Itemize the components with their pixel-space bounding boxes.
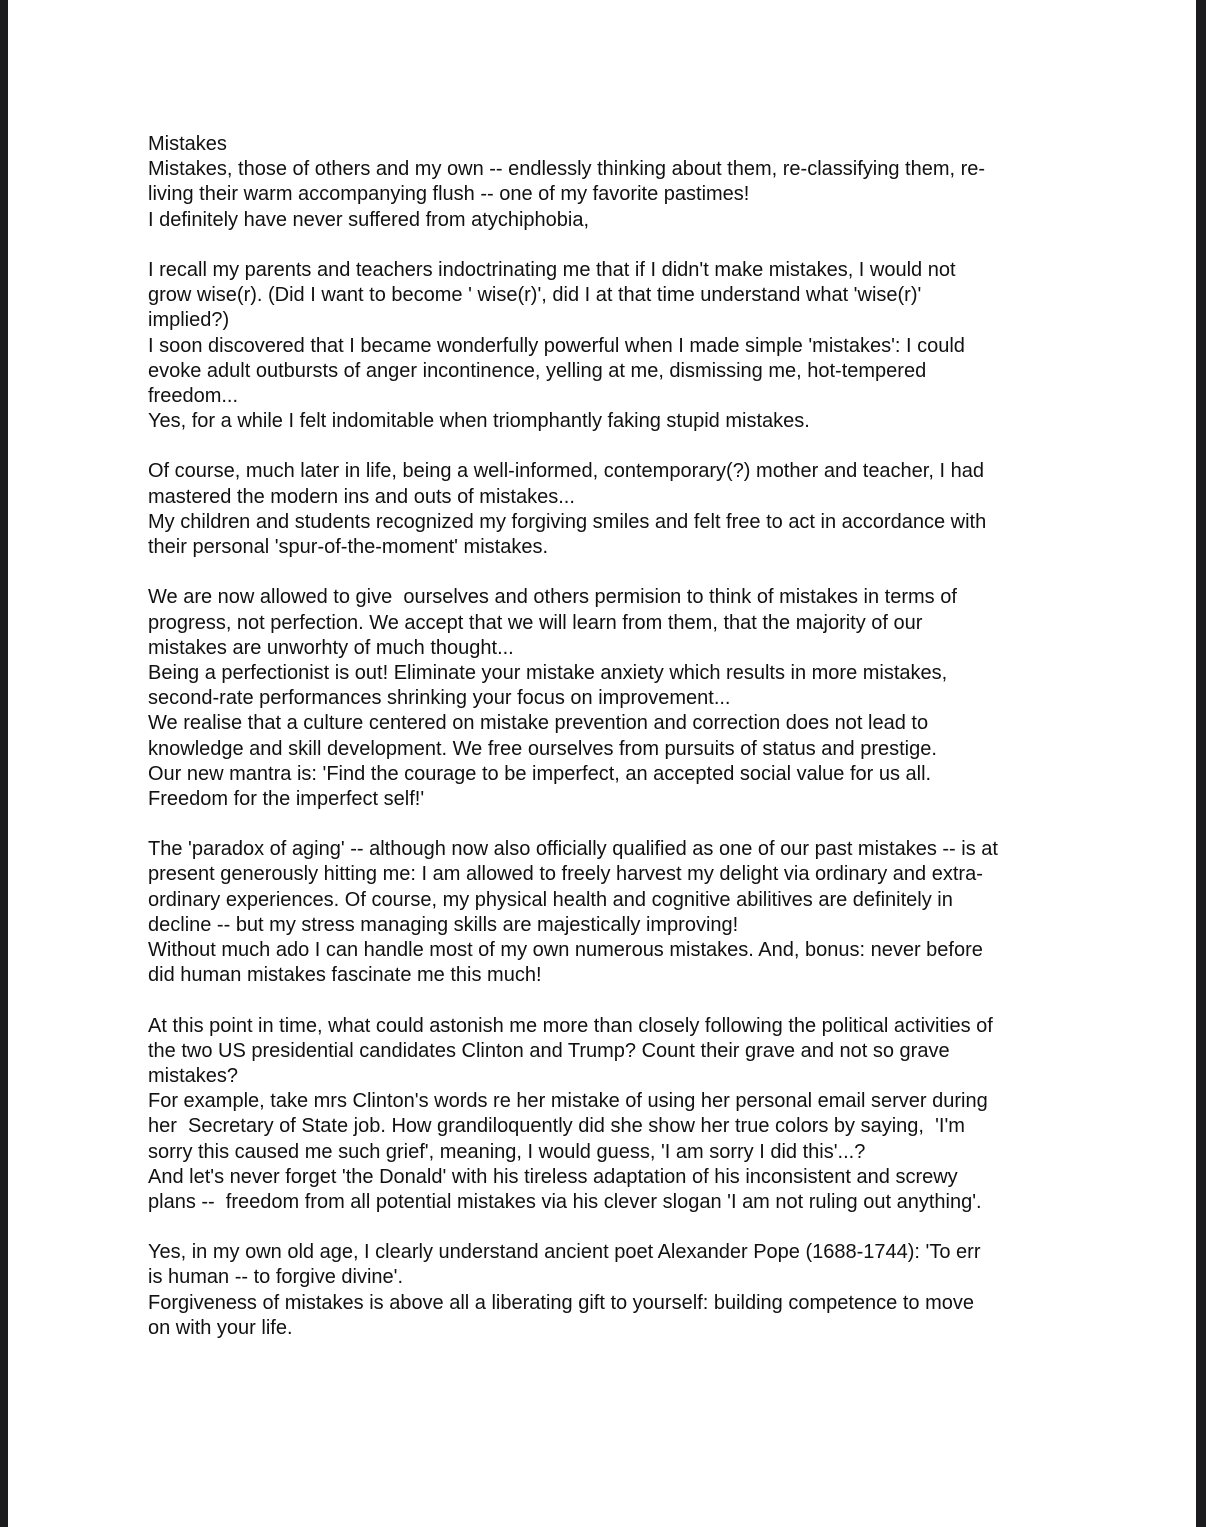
- blank-line: [148, 812, 998, 837]
- blank-line: [148, 233, 998, 258]
- text-line: Freedom for the imperfect self!': [148, 787, 425, 810]
- text-line: My children and students recognized my forgiving smiles and felt free to act in accordance with: [148, 510, 987, 533]
- text-line: Of course, much later in life, being a well-informed, contemporary(?) mother and teacher, I had: [148, 460, 984, 483]
- text-line: knowledge and skill development. We free ourselves from pursuits of status and prestige.: [148, 737, 937, 760]
- text-line: progress, not perfection. We accept that we will learn from them, that the majority of our: [148, 611, 923, 634]
- text-line: plans -- freedom from all potential mistakes via his clever slogan 'I am not ruling out anything'.: [148, 1190, 982, 1213]
- text-line: freedom...: [148, 384, 239, 407]
- text-line: did human mistakes fascinate me this much!: [148, 964, 542, 987]
- text-line: mistakes?: [148, 1064, 239, 1087]
- text-line: second-rate performances shrinking your focus on improvement...: [148, 687, 731, 710]
- text-line: Forgiveness of mistakes is above all a liberating gift to yourself: building competence to move: [148, 1291, 974, 1314]
- text-line: sorry this caused me such grief', meaning, I would guess, 'I am sorry I did this'...?: [148, 1140, 866, 1163]
- text-line: Without much ado I can handle most of my own numerous mistakes. And, bonus: never before: [148, 939, 983, 961]
- blank-line: [148, 988, 998, 1013]
- blank-line: [148, 1215, 998, 1240]
- text-line: mastered the modern ins and outs of mistakes...: [148, 485, 575, 508]
- blank-line: [148, 434, 998, 459]
- text-line: decline -- but my stress managing skills are majestically improving!: [148, 913, 739, 936]
- text-line: For example, take mrs Clinton's words re her mistake of using her personal email server during: [148, 1090, 988, 1113]
- text-line: We realise that a culture centered on mistake prevention and correction does not lead to: [148, 712, 929, 735]
- text-line: We are now allowed to give ourselves and others permision to think of mistakes in terms of: [148, 586, 957, 609]
- document-title: Mistakes: [148, 133, 227, 155]
- text-line: grow wise(r). (Did I want to become ' wise(r)', did I at that time understand what 'wise(r)': [148, 284, 922, 307]
- text-line: Yes, for a while I felt indomitable when triomphantly faking stupid mistakes.: [148, 410, 810, 433]
- text-line: their personal 'spur-of-the-moment' mistakes.: [148, 536, 549, 558]
- text-line: present generously hitting me: I am allowed to freely harvest my delight via ordinary and extra-: [148, 863, 983, 886]
- text-line: ordinary experiences. Of course, my physical health and cognitive abilitives are definitely in: [148, 888, 953, 911]
- text-line: living their warm accompanying flush -- one of my favorite pastimes!: [148, 183, 750, 206]
- text-line: At this point in time, what could astonish me more than closely following the political activities of: [148, 1014, 993, 1037]
- text-line: implied?): [148, 309, 230, 332]
- text-line: is human -- to forgive divine'.: [148, 1266, 404, 1289]
- text-line: And let's never forget 'the Donald' with his tireless adaptation of his inconsistent and screwy: [148, 1165, 958, 1188]
- text-line: The 'paradox of aging' -- although now also officially qualified as one of our past mistakes -- is at: [148, 838, 998, 861]
- text-line: on with your life.: [148, 1316, 293, 1339]
- text-line: Being a perfectionist is out! Eliminate your mistake anxiety which results in more mistakes,: [148, 661, 948, 684]
- text-line: Yes, in my own old age, I clearly understand ancient poet Alexander Pope (1688-1744): 'To err: [148, 1241, 981, 1264]
- text-line: mistakes are unworhty of much thought...: [148, 636, 514, 659]
- text-line: evoke adult outbursts of anger incontinence, yelling at me, dismissing me, hot-tempered: [148, 359, 927, 382]
- text-line: I soon discovered that I became wonderfully powerful when I made simple 'mistakes': I could: [148, 334, 965, 357]
- text-line: the two US presidential candidates Clinton and Trump? Count their grave and not so grave: [148, 1039, 950, 1062]
- blank-line: [148, 560, 998, 585]
- text-line: Our new mantra is: 'Find the courage to be imperfect, an accepted social value for us all.: [148, 762, 932, 785]
- document-body: [148, 132, 998, 1341]
- text-line: I definitely have never suffered from atychiphobia,: [148, 208, 589, 231]
- text-line: her Secretary of State job. How grandiloquently did she show her true colors by saying, 'I'm: [148, 1115, 965, 1138]
- text-line: Mistakes, those of others and my own -- endlessly thinking about them, re-classifying them, re-: [148, 158, 986, 181]
- text-line: I recall my parents and teachers indoctrinating me that if I didn't make mistakes, I would not: [148, 258, 956, 281]
- document-page: [8, 0, 1196, 1527]
